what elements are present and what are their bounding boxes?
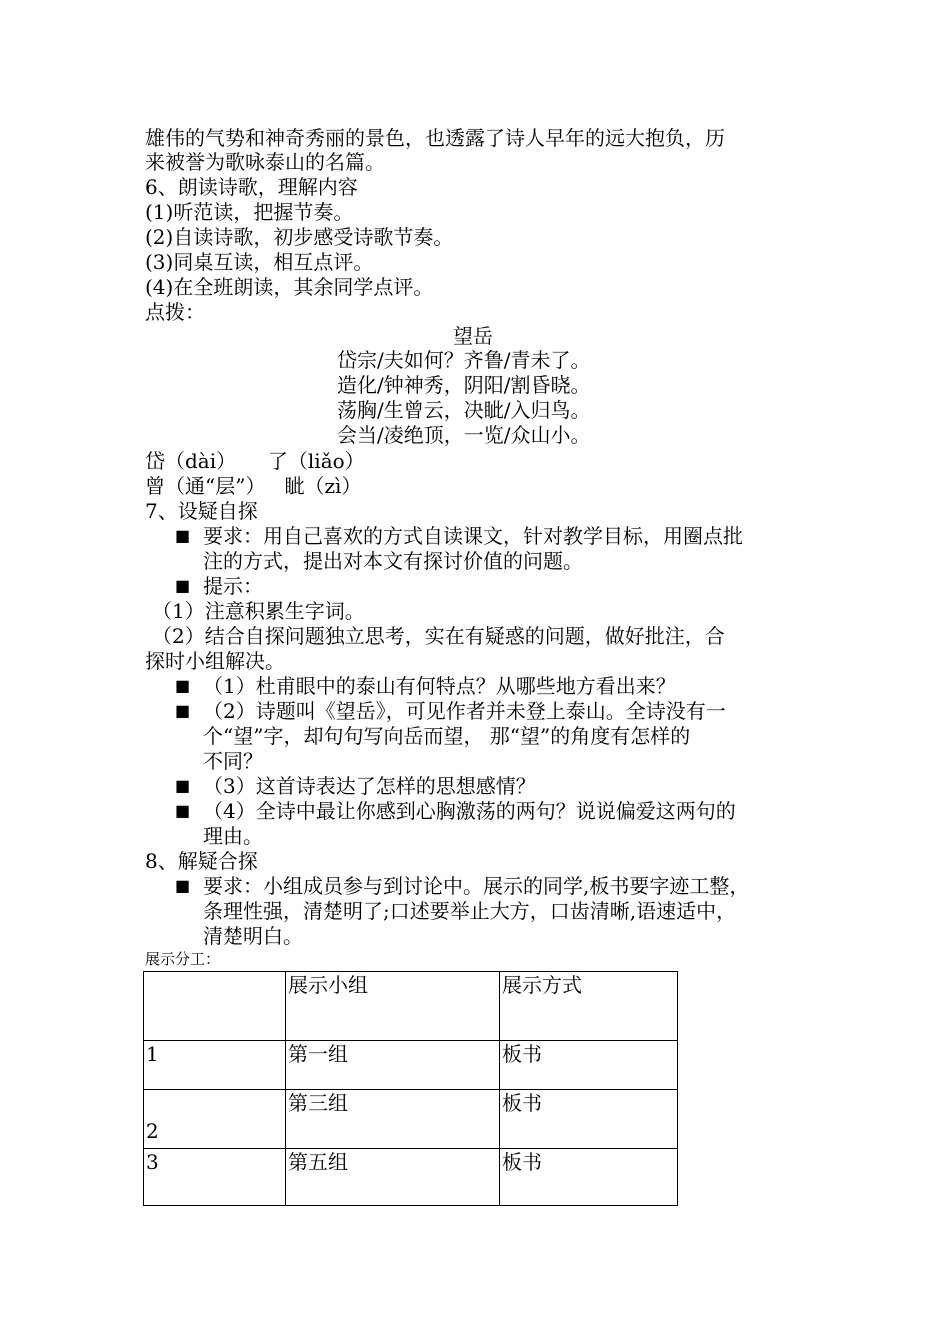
bullet-icon: ■ [175, 576, 191, 595]
pronunciation-line-2: 曾（通“层”） 眦（zì） [145, 474, 362, 498]
bullet-icon: ■ [175, 876, 191, 895]
section-8-requirement-line-2: 条理性强，清楚明了;口述要举止大方，口齿清晰,语速适中， [203, 899, 737, 923]
section-7-requirement-line-1: 要求：用自己喜欢的方式自读课文，针对教学目标，用圈点批 [203, 524, 743, 548]
table-cell: 1 [144, 1041, 286, 1090]
section-7-requirement-line-2: 注的方式，提出对本文有探讨价值的问题。 [203, 549, 583, 573]
hint-label: 提示： [203, 574, 263, 598]
table-header-cell: 展示小组 [286, 972, 500, 1041]
table-header-cell [144, 972, 286, 1041]
question-3: （3）这首诗表达了怎样的思想感情？ [203, 774, 536, 798]
question-4-line-1: （4）全诗中最让你感到心胸激荡的两句？说说偏爱这两句的 [203, 799, 736, 823]
table-cell: 第五组 [286, 1149, 500, 1206]
table-cell: 板书 [500, 1090, 678, 1149]
table-row [144, 1149, 678, 1206]
question-2-line-1: （2）诗题叫《望岳》，可见作者并未登上泰山。全诗没有一 [203, 699, 726, 723]
table-cell: 第一组 [286, 1041, 500, 1090]
section-6-item-2: (2)自读诗歌，初步感受诗歌节奏。 [145, 225, 454, 249]
table-cell: 板书 [500, 1041, 678, 1090]
intro-line-1: 雄伟的气势和神奇秀丽的景色，也透露了诗人早年的远大抱负，历 [145, 126, 725, 150]
section-8-heading: 8、解疑合探 [145, 849, 258, 873]
intro-line-2: 来被誉为歌咏泰山的名篇。 [145, 150, 385, 174]
table-row [144, 1041, 678, 1090]
table-header-cell: 展示方式 [500, 972, 678, 1041]
section-6-item-1: (1)听范读，把握节奏。 [145, 200, 354, 224]
table-cell: 板书 [500, 1149, 678, 1206]
section-6-heading: 6、朗读诗歌，理解内容 [145, 175, 358, 199]
bullet-icon: ■ [175, 801, 191, 820]
bullet-icon: ■ [175, 526, 191, 545]
hint-2-line-2: 探时小组解决。 [145, 649, 285, 673]
poem-line-1: 岱宗/夫如何？齐鲁/青未了。 [337, 348, 591, 372]
poem-line-2: 造化/钟神秀，阴阳/割昏晓。 [337, 373, 591, 397]
bullet-icon: ■ [175, 776, 191, 795]
section-6-item-4: (4)在全班朗读，其余同学点评。 [145, 275, 434, 299]
presentation-table [143, 971, 678, 1206]
note-label: 点拨： [145, 300, 205, 324]
poem-line-3: 荡胸/生曾云，决眦/入归鸟。 [337, 398, 591, 422]
question-1: （1）杜甫眼中的泰山有何特点？从哪些地方看出来？ [203, 674, 676, 698]
table-header-row [144, 972, 678, 1041]
section-7-heading: 7、设疑自探 [145, 499, 258, 523]
table-cell: 3 [144, 1149, 286, 1206]
pronunciation-line-1: 岱（dài） 了（liǎo） [145, 449, 365, 473]
question-2-line-2: 个“望”字，却句句写向岳而望， 那“望”的角度有怎样的 [203, 724, 691, 748]
table-row [144, 1090, 678, 1149]
question-2-line-3: 不同？ [203, 749, 263, 773]
hint-2-line-1: （2）结合自探问题独立思考，实在有疑惑的问题，做好批注，合 [152, 624, 725, 648]
table-cell: 2 [144, 1090, 286, 1149]
poem-title: 望岳 [453, 324, 493, 348]
hint-1: （1）注意积累生字词。 [152, 599, 365, 623]
section-8-requirement-line-1: 要求：小组成员参与到讨论中。展示的同学,板书要字迹工整， [203, 874, 750, 898]
section-6-item-3: (3)同桌互读，相互点评。 [145, 250, 374, 274]
section-8-requirement-line-3: 清楚明白。 [203, 924, 303, 948]
poem-line-4: 会当/凌绝顶，一览/众山小。 [337, 423, 591, 447]
bullet-icon: ■ [175, 676, 191, 695]
question-4-line-2: 理由。 [203, 824, 263, 848]
table-cell: 第三组 [286, 1090, 500, 1149]
bullet-icon: ■ [175, 701, 191, 720]
table-caption: 展示分工： [145, 950, 221, 968]
